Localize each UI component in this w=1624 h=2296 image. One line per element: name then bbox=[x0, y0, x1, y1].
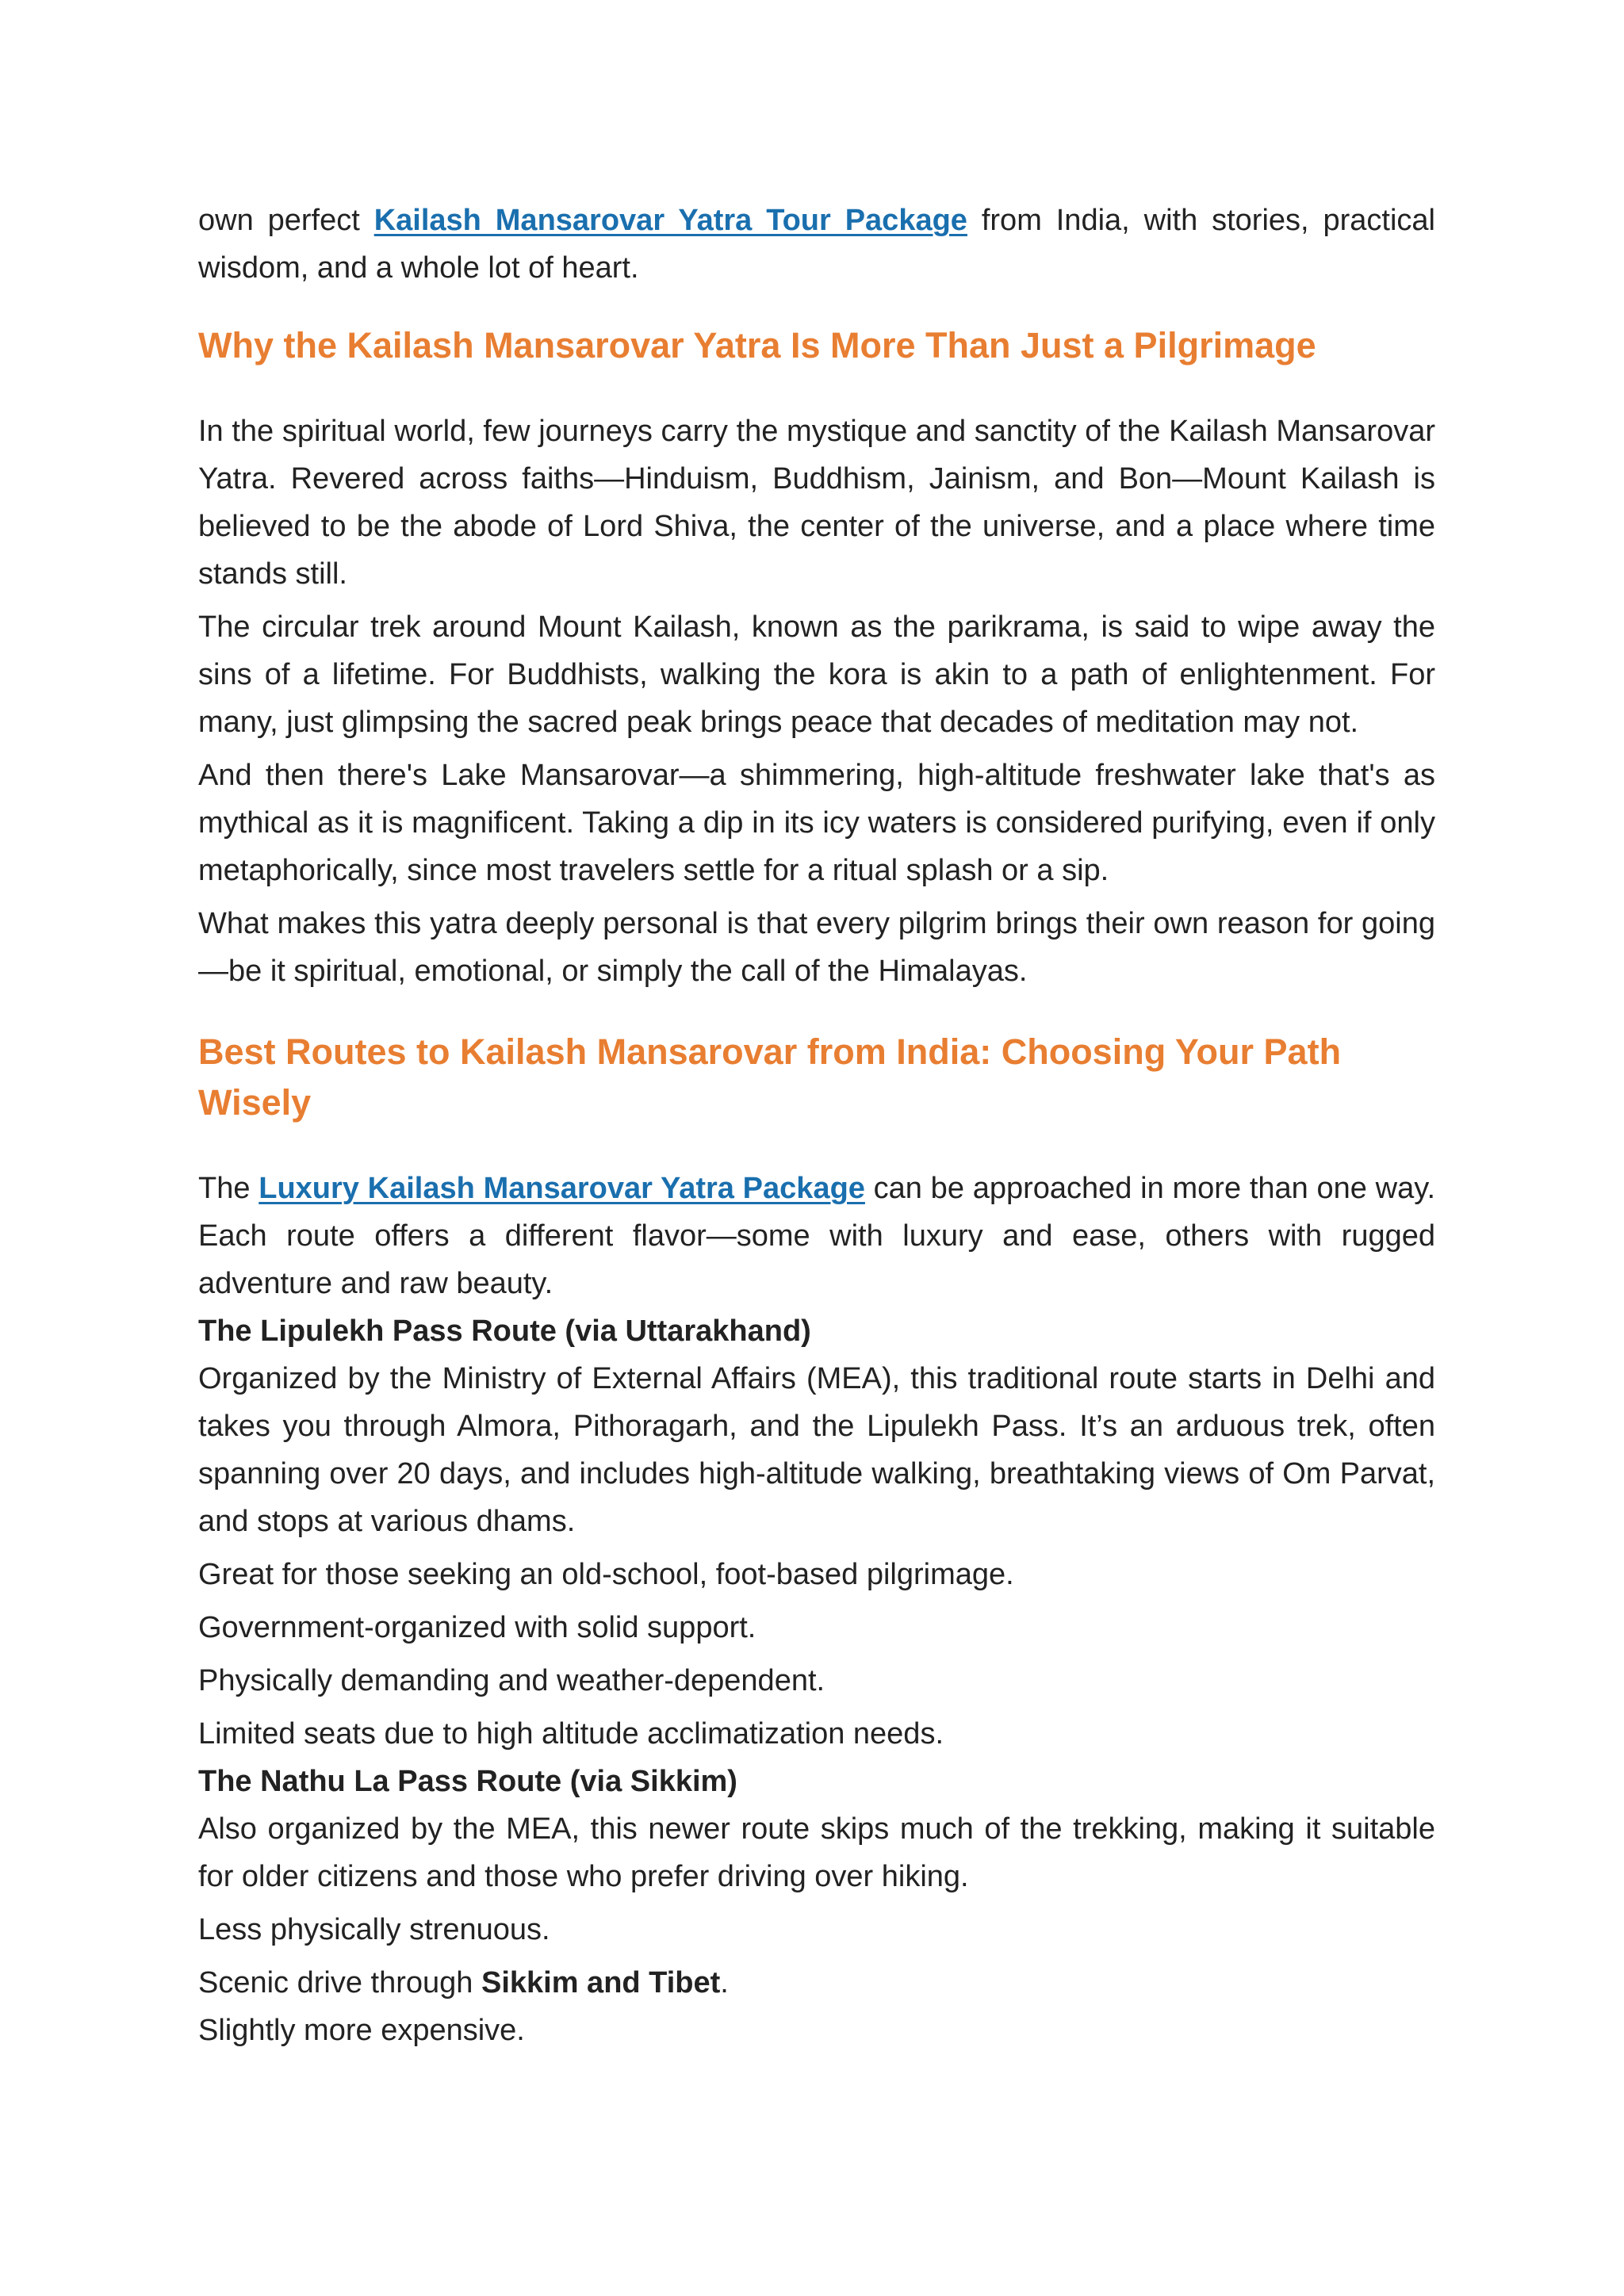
route-description-nathu-la: Also organized by the MEA, this newer route skips much of the trekking, making it suitable for older citizens and those who prefer driving over hiking. bbox=[198, 1812, 1435, 1893]
route-point bbox=[198, 1959, 1435, 2007]
kailash-tour-package-link[interactable]: Kailash Mansarovar Yatra Tour Package bbox=[373, 204, 967, 237]
route-point-text: Scenic drive through bbox=[198, 1966, 481, 1999]
route-title-nathu-la: The Nathu La Pass Route (via Sikkim) bbox=[198, 1765, 737, 1798]
section-heading-routes: Best Routes to Kailash Mansarovar from India: Choosing Your Path Wisely bbox=[198, 1031, 1342, 1123]
route-title-lipulekh: The Lipulekh Pass Route (via Uttarakhand) bbox=[198, 1314, 811, 1348]
paragraph-parikrama: The circular trek around Mount Kailash, known as the parikrama, is said to wipe away the sins of a lifetime. For Buddhists, walking the kora is akin to a path of enlightenment. For many, just glimpsing the sacred peak brings peace that decades of meditation may not. bbox=[198, 610, 1435, 739]
route-point: Physically demanding and weather-dependent. bbox=[198, 1664, 825, 1697]
routes-intro-end: can be approached in more than one way. Each route offers a different flavor—some with luxury and ease, others with rugged adventure and raw beauty. bbox=[198, 1172, 1435, 1300]
route-point: Less physically strenuous. bbox=[198, 1913, 550, 1946]
route-point: Slightly more expensive. bbox=[198, 2014, 525, 2047]
intro-text-start: own perfect bbox=[198, 204, 374, 237]
paragraph-personal: What makes this yatra deeply personal is that every pilgrim brings their own reason for going—be it spiritual, emotional, or simply the call of the Himalayas. bbox=[198, 907, 1435, 988]
paragraph-spiritual-world: In the spiritual world, few journeys carry the mystique and sanctity of the Kailash Mansarovar Yatra. Revered across faiths—Hinduism, Buddhism, Jainism, and Bon—Mount Kailash is believed to be the abode of Lord Shiva, the center of the universe, and a place where time stands still. bbox=[198, 415, 1435, 591]
routes-intro-start: The bbox=[198, 1172, 259, 1205]
section-heading-why: Why the Kailash Mansarovar Yatra Is More Than Just a Pilgrimage bbox=[198, 325, 1316, 365]
paragraph-lake-mansarovar: And then there's Lake Mansarovar—a shimmering, high-altitude freshwater lake that's as mythical as it is magnificent. Taking a dip in its icy waters is considered purifying, even if only metaphorically, since most travelers settle for a ritual splash or a sip. bbox=[198, 759, 1435, 887]
route-description-lipulekh: Organized by the Ministry of External Affairs (MEA), this traditional route starts in Delhi and takes you through Almora, Pithoragarh, and the Lipulekh Pass. It’s an arduous trek, often spanning over 20 days, and includes high-altitude walking, breathtaking views of Om Parvat, and stops at various dhams. bbox=[198, 1362, 1435, 1538]
route-point: Government-organized with solid support. bbox=[198, 1611, 756, 1644]
luxury-package-link[interactable]: Luxury Kailash Mansarovar Yatra Package bbox=[259, 1172, 865, 1205]
route-point: Great for those seeking an old-school, foot-based pilgrimage. bbox=[198, 1558, 1014, 1591]
route-point-bold: Sikkim and Tibet bbox=[481, 1966, 721, 1999]
route-point: Limited seats due to high altitude acclimatization needs. bbox=[198, 1717, 944, 1751]
document-page bbox=[198, 197, 1435, 2054]
route-point-text: . bbox=[720, 1966, 729, 1999]
intro-text-end: from India, with stories, practical wisdom, and a whole lot of heart. bbox=[198, 204, 1435, 285]
routes-intro-paragraph bbox=[198, 1165, 1435, 1307]
intro-paragraph bbox=[198, 197, 1435, 292]
